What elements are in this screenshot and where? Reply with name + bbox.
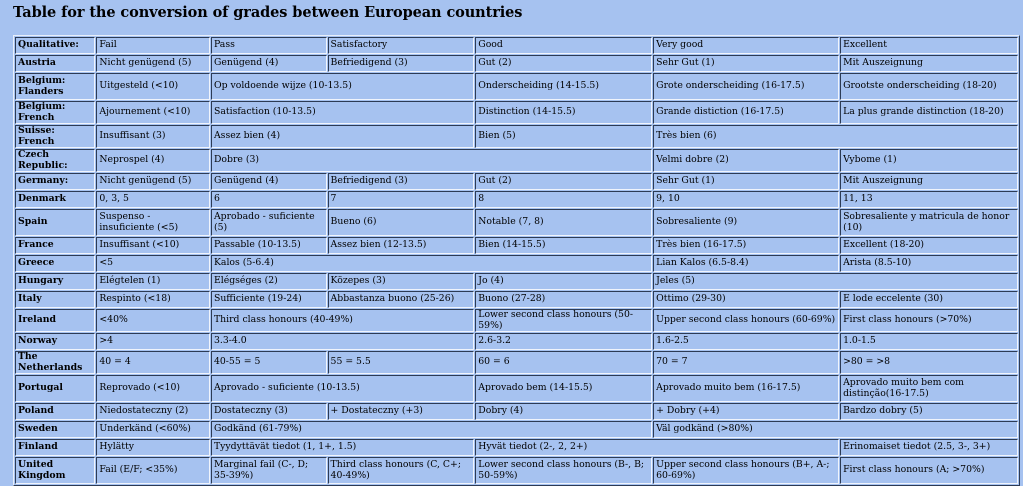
grade-cell: Très bien (16-17.5) — [653, 237, 839, 254]
grade-cell: Bueno (6) — [328, 209, 475, 236]
grade-cell: 9, 10 — [653, 191, 839, 208]
grade-cell: Notable (7, 8) — [475, 209, 652, 236]
grade-cell: Fail (E/F; <35%) — [96, 457, 210, 484]
country-label: Denmark — [15, 191, 95, 208]
grade-cell: Excellent — [840, 37, 1018, 54]
table-row — [15, 55, 1018, 72]
grade-cell: 6 — [211, 191, 327, 208]
grade-cell: Distinction (14-15.5) — [475, 101, 652, 124]
grade-cell: Bien (5) — [475, 125, 652, 148]
grade-cell: Közepes (3) — [328, 273, 475, 290]
grade-cell: Aprobado - suficiente (5) — [211, 209, 327, 236]
grade-cell: 60 = 6 — [475, 351, 652, 374]
country-label: Belgium: French — [15, 101, 95, 124]
grade-cell: Hylätty — [96, 439, 210, 456]
country-label: Finland — [15, 439, 95, 456]
table-row — [15, 375, 1018, 402]
grade-cell: Jo (4) — [475, 273, 652, 290]
grade-cell: First class honours (>70%) — [840, 309, 1018, 332]
grade-cell: Befriedigend (3) — [328, 173, 475, 190]
country-label: Austria — [15, 55, 95, 72]
table-row — [15, 125, 1018, 148]
grade-cell: Aprovado muito bem (16-17.5) — [653, 375, 839, 402]
grade-cell: Underkänd (<60%) — [96, 421, 210, 438]
grade-cell: Upper second class honours (B+, A-; 60-69%) — [653, 457, 839, 484]
grade-cell: Nicht genügend (5) — [96, 55, 210, 72]
grade-cell: Sehr Gut (1) — [653, 55, 839, 72]
country-label: France — [15, 237, 95, 254]
grade-cell: Mit Auszeignung — [840, 173, 1018, 190]
grade-cell: La plus grande distinction (18-20) — [840, 101, 1018, 124]
grade-cell: Kalos (5-6.4) — [211, 255, 652, 272]
grade-cell: Velmi dobre (2) — [653, 149, 839, 172]
grade-cell: Sobresaliente y matricula de honor (10) — [840, 209, 1018, 236]
grade-cell: Very good — [653, 37, 839, 54]
grade-cell: 3.3-4.0 — [211, 333, 474, 350]
grade-cell: Grande distiction (16-17.5) — [653, 101, 839, 124]
table-row — [15, 291, 1018, 308]
grade-cell: Godkänd (61-79%) — [211, 421, 652, 438]
country-label: Qualitative: — [15, 37, 95, 54]
table-row — [15, 439, 1018, 456]
table-row — [15, 237, 1018, 254]
grade-cell: Sobresaliente (9) — [653, 209, 839, 236]
grade-cell: Dostateczny (3) — [211, 403, 327, 420]
table-row — [15, 209, 1018, 236]
table-row — [15, 149, 1018, 172]
grade-cell: Grote onderscheiding (16-17.5) — [653, 73, 839, 100]
grade-cell: Assez bien (4) — [211, 125, 474, 148]
grade-cell: Passable (10-13.5) — [211, 237, 327, 254]
grade-cell: Pass — [211, 37, 327, 54]
grade-cell: Third class honours (40-49%) — [211, 309, 474, 332]
grade-cell: Genügend (4) — [211, 55, 327, 72]
grade-cell: Good — [475, 37, 652, 54]
table-row — [15, 73, 1018, 100]
grade-cell: 55 = 5.5 — [328, 351, 475, 374]
grade-cell: Jeles (5) — [653, 273, 1018, 290]
grade-cell: 1.6-2.5 — [653, 333, 839, 350]
grade-cell: + Dobry (+4) — [653, 403, 839, 420]
country-label: The Netherlands — [15, 351, 95, 374]
grade-cell: Elégtelen (1) — [96, 273, 210, 290]
grade-cell: Dobry (4) — [475, 403, 652, 420]
table-row — [15, 101, 1018, 124]
grade-cell: Upper second class honours (60-69%) — [653, 309, 839, 332]
country-label: Portugal — [15, 375, 95, 402]
grade-cell: Bien (14-15.5) — [475, 237, 652, 254]
country-label: Czech Republic: — [15, 149, 95, 172]
grade-cell: Ajournement (<10) — [96, 101, 210, 124]
grade-cell: Satisfactory — [328, 37, 475, 54]
table-row — [15, 191, 1018, 208]
grade-cell: Arista (8.5-10) — [840, 255, 1018, 272]
grade-conversion-table — [13, 35, 1020, 486]
grade-cell: Sufficiente (19-24) — [211, 291, 327, 308]
table-row — [15, 173, 1018, 190]
country-label: Suisse: French — [15, 125, 95, 148]
country-label: Italy — [15, 291, 95, 308]
grade-cell: Elégséges (2) — [211, 273, 327, 290]
grade-cell: 2.6-3.2 — [475, 333, 652, 350]
grade-cell: Satisfaction (10-13.5) — [211, 101, 474, 124]
grade-cell: Niedostateczny (2) — [96, 403, 210, 420]
grade-cell: Ottimo (29-30) — [653, 291, 839, 308]
grade-cell: Vybome (1) — [840, 149, 1018, 172]
grade-cell: Excellent (18-20) — [840, 237, 1018, 254]
table-row — [15, 403, 1018, 420]
grade-cell: Respinto (<18) — [96, 291, 210, 308]
grade-cell: Third class honours (C, C+; 40-49%) — [328, 457, 475, 484]
grade-cell: 40 = 4 — [96, 351, 210, 374]
country-label: Germany: — [15, 173, 95, 190]
grade-cell: Befriedigend (3) — [328, 55, 475, 72]
grade-cell: Fail — [96, 37, 210, 54]
table-row — [15, 421, 1018, 438]
grade-cell: Sehr Gut (1) — [653, 173, 839, 190]
grade-cell: <40% — [96, 309, 210, 332]
grade-cell: Assez bien (12-13.5) — [328, 237, 475, 254]
grade-cell: Mit Auszeignung — [840, 55, 1018, 72]
grade-cell: Aprovado - suficiente (10-13.5) — [211, 375, 474, 402]
country-label: United Kingdom — [15, 457, 95, 484]
grade-cell: Aprovado muito bem com distinção(16-17.5) — [840, 375, 1018, 402]
grade-cell: <5 — [96, 255, 210, 272]
grade-cell: Lian Kalos (6.5-8.4) — [653, 255, 839, 272]
table-row — [15, 333, 1018, 350]
grade-cell: 11, 13 — [840, 191, 1018, 208]
grade-cell: 7 — [328, 191, 475, 208]
grade-cell: Onderscheiding (14-15.5) — [475, 73, 652, 100]
grade-cell: Bardzo dobry (5) — [840, 403, 1018, 420]
table-row — [15, 457, 1018, 484]
table-row — [15, 255, 1018, 272]
grade-cell: 70 = 7 — [653, 351, 839, 374]
grade-cell: Gut (2) — [475, 173, 652, 190]
grade-cell: Uitgesteld (<10) — [96, 73, 210, 100]
grade-cell: Suspenso - insuficiente (<5) — [96, 209, 210, 236]
grade-cell: Lower second class honours (50-59%) — [475, 309, 652, 332]
grade-cell: Väl godkänd (>80%) — [653, 421, 1018, 438]
grade-cell: Dobre (3) — [211, 149, 652, 172]
grade-cell: Abbastanza buono (25-26) — [328, 291, 475, 308]
grade-cell: 0, 3, 5 — [96, 191, 210, 208]
table-row — [15, 273, 1018, 290]
grade-cell: Insuffisant (<10) — [96, 237, 210, 254]
country-label: Norway — [15, 333, 95, 350]
grade-cell: Nicht genügend (5) — [96, 173, 210, 190]
table-body — [15, 37, 1018, 484]
grade-cell: Op voldoende wijze (10-13.5) — [211, 73, 474, 100]
grade-cell: Marginal fail (C-, D; 35-39%) — [211, 457, 327, 484]
grade-cell: Tyydyttävät tiedot (1, 1+, 1.5) — [211, 439, 474, 456]
country-label: Ireland — [15, 309, 95, 332]
table-row — [15, 351, 1018, 374]
grade-cell: First class honours (A; >70%) — [840, 457, 1018, 484]
page-title: Table for the conversion of grades between European countries — [13, 4, 523, 21]
grade-cell: Très bien (6) — [653, 125, 1018, 148]
table-row — [15, 37, 1018, 54]
country-label: Greece — [15, 255, 95, 272]
grade-cell: >80 = >8 — [840, 351, 1018, 374]
grade-cell: 1.0-1.5 — [840, 333, 1018, 350]
grade-cell: Insuffisant (3) — [96, 125, 210, 148]
grade-cell: Lower second class honours (B-, B; 50-59%) — [475, 457, 652, 484]
grade-cell: Erinomaiset tiedot (2.5, 3-, 3+) — [840, 439, 1018, 456]
country-label: Spain — [15, 209, 95, 236]
grade-cell: 40-55 = 5 — [211, 351, 327, 374]
grade-cell: Gut (2) — [475, 55, 652, 72]
grade-cell: Aprovado bem (14-15.5) — [475, 375, 652, 402]
grade-cell: E lode eccelente (30) — [840, 291, 1018, 308]
country-label: Poland — [15, 403, 95, 420]
grade-cell: >4 — [96, 333, 210, 350]
grade-cell: Neprospel (4) — [96, 149, 210, 172]
grade-cell: Genügend (4) — [211, 173, 327, 190]
country-label: Sweden — [15, 421, 95, 438]
grade-cell: Reprovado (<10) — [96, 375, 210, 402]
grade-cell: Grootste onderscheiding (18-20) — [840, 73, 1018, 100]
grade-cell: Hyvät tiedot (2-, 2, 2+) — [475, 439, 839, 456]
country-label: Belgium: Flanders — [15, 73, 95, 100]
grade-cell: Buono (27-28) — [475, 291, 652, 308]
table-row — [15, 309, 1018, 332]
country-label: Hungary — [15, 273, 95, 290]
grade-cell: + Dostateczny (+3) — [328, 403, 475, 420]
grade-cell: 8 — [475, 191, 652, 208]
